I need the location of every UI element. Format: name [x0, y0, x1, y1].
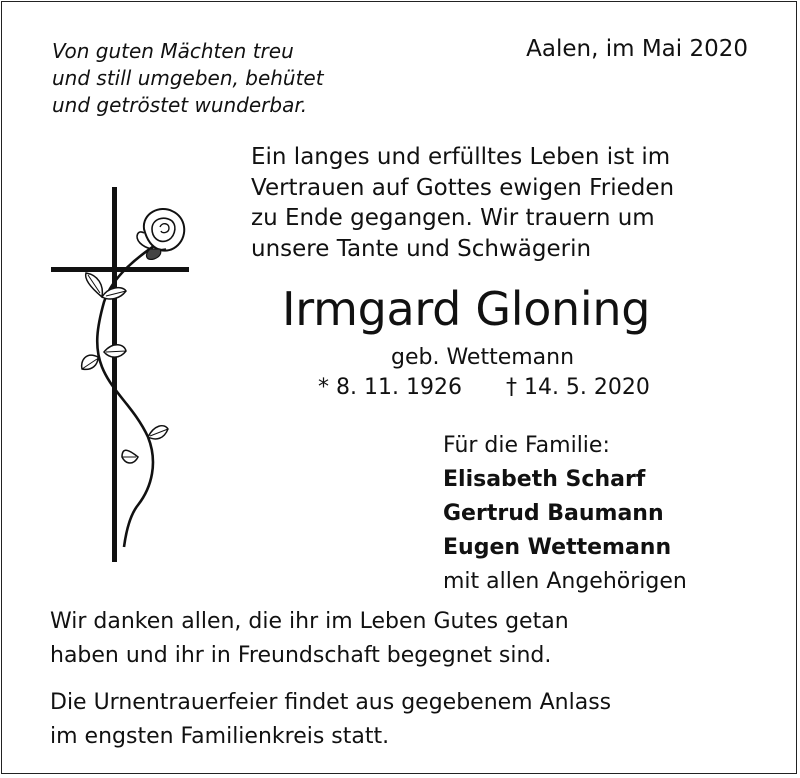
quote-line-2: und still umgeben, behütet [52, 66, 324, 90]
thanks-line-1: Wir danken allen, die ihr im Leben Gutes getan [50, 609, 569, 634]
intro-text [251, 142, 674, 264]
place-date: Aalen, im Mai 2020 [526, 36, 748, 62]
deceased-name: Irmgard Gloning [282, 282, 651, 336]
intro-line-4: unsere Tante und Schwägerin [251, 235, 592, 262]
intro-line-3: zu Ende gegangen. Wir trauern um [251, 205, 655, 231]
birth-date: * 8. 11. 1926 [318, 375, 462, 400]
intro-line-1: Ein langes und erfülltes Leben ist im [251, 144, 671, 170]
thanks-text [50, 605, 569, 673]
family-signature [443, 429, 687, 599]
family-member: Eugen Wettemann [443, 535, 672, 560]
funeral-line-2: im engsten Familienkreis statt. [50, 724, 390, 749]
family-closing: mit allen Angehörigen [443, 569, 687, 594]
life-dates [318, 375, 650, 400]
intro-line-2: Vertrauen auf Gottes ewigen Frieden [251, 174, 675, 201]
funeral-line-1: Die Urnentrauerfeier findet aus gegebenem Anlass [50, 690, 612, 715]
family-member: Gertrud Baumann [443, 501, 664, 526]
bible-quote [52, 38, 324, 119]
family-member: Elisabeth Scharf [443, 467, 646, 492]
family-heading: Für die Familie: [443, 433, 610, 458]
funeral-note [50, 686, 611, 754]
thanks-line-2: haben und ihr in Freundschaft begegnet sind. [50, 643, 552, 668]
obituary-notice [1, 1, 797, 774]
quote-line-3: und getröstet wunderbar. [52, 93, 308, 117]
death-date: † 14. 5. 2020 [505, 375, 650, 400]
birth-name: geb. Wettemann [391, 345, 575, 370]
quote-line-1: Von guten Mächten treu [52, 39, 294, 63]
cross-with-rose-icon [42, 187, 202, 567]
